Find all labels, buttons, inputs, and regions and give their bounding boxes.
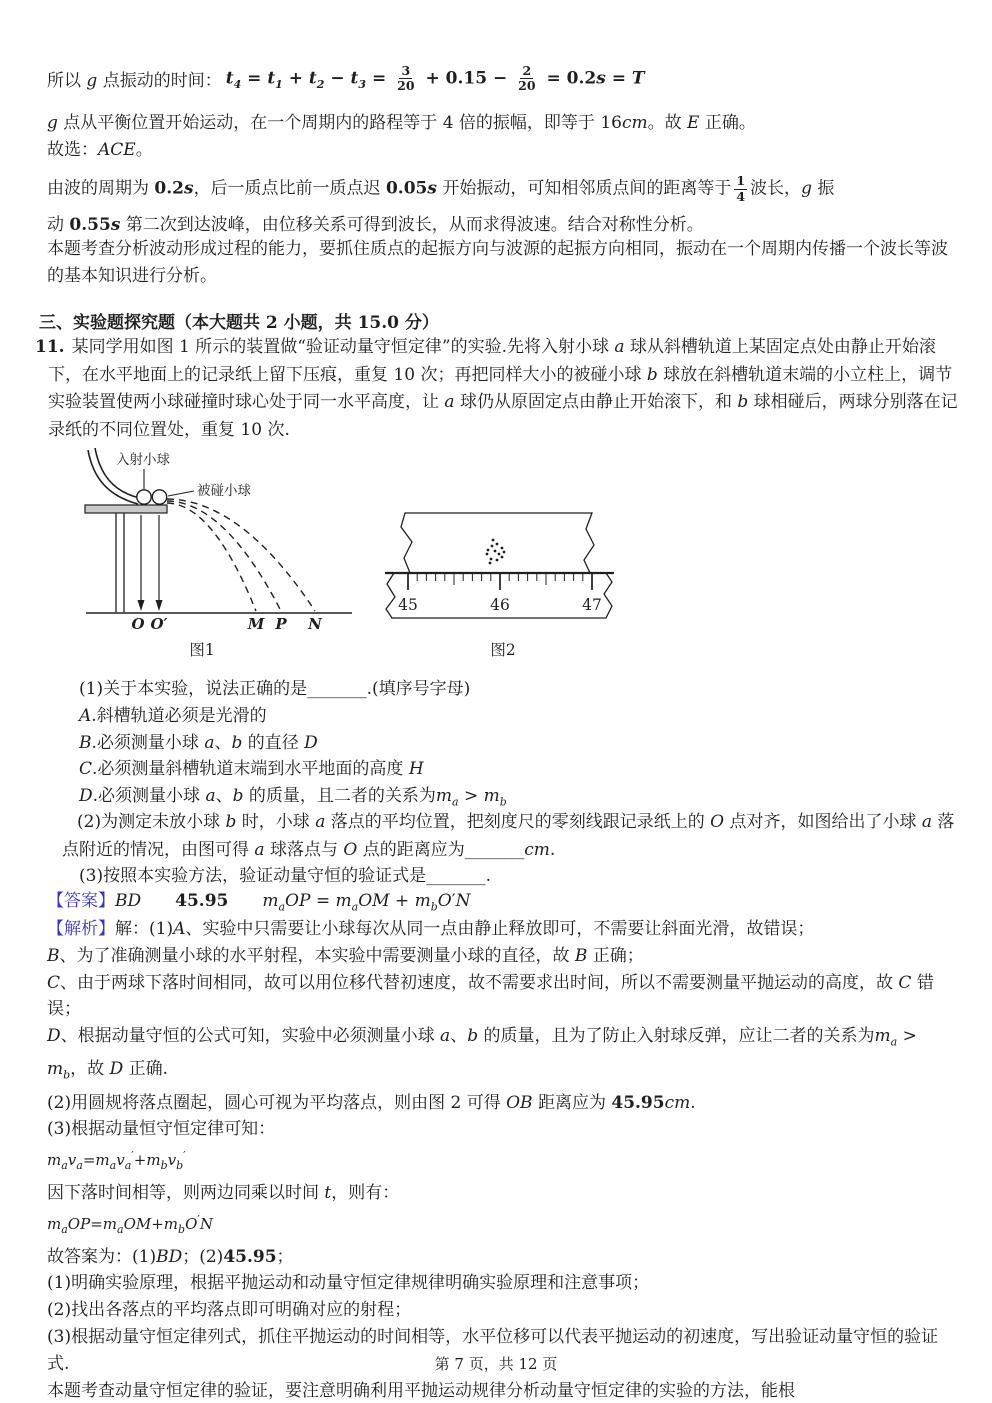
wave-period-text: 由波的周期为 0.2s，后一质点比前一质点迟 0.05s 开始振动，可知相邻质点间的距离等于 $\frac{1}{4}$ 波长，g 振	[47, 173, 835, 204]
momentum-equation: $m_av_a=m_av_a'+m_bv_b'$	[47, 1149, 186, 1173]
analysis-paragraph: 本题考查动量守恒定律的验证，要注意明确利用平抛运动规律分析动量守恒定律的实验的方法，能根	[47, 1380, 795, 1401]
table-leg	[116, 513, 124, 612]
chosen-answer-line: 故选：ACE。	[47, 140, 153, 160]
problem-number: 11.	[35, 337, 65, 357]
analysis-paragraph: 因下落时间相等，则两边同乘以时间 t，则有：	[47, 1182, 400, 1203]
t4-formula: $t_4 = t_1 + t_2 - t_3$ = $\frac{3}{20}$ + 0.15 − $\frac{2}{20}$ = 0.2s = T	[225, 63, 645, 94]
ruler-label-47: 47	[582, 596, 602, 614]
analysis-paragraph: (3)根据动量恒守恒定律可知：	[47, 1119, 276, 1140]
analysis-p0: 解：(1)A、实验中只需要让小球每次从同一点由静止释放即可，不需要让斜面光滑，故错误；	[115, 919, 815, 939]
analysis-paragraph: 故答案为：(1)BD；(2)45.95；	[47, 1246, 294, 1267]
wave-crest-line: 动 0.55s 第二次到达波峰，由位移关系可得到波长，从而求得波速。结合对称性分析。	[47, 215, 704, 235]
analysis-paragraph: (2)用圆规将落点圈起，圆心可视为平均落点，则由图 2 可得 OB 距离应为 45.95cm.	[47, 1092, 696, 1113]
figure2-caption: 图2	[490, 641, 516, 659]
problem-text: 某同学用如图 1 所示的装置做“验证动量守恒定律”的实验.先将入射小球 a 球从斜槽轨道上某固定点处由静止开始滚下，在水平地面上的记录纸上留下压痕，重复 10 次；再把同样大小的被碰小球 b 球放在斜槽轨道末端的小立柱上，调节实验装置使两小球碰撞时球心处于同一水平高度，让 a 球仍从原固定点由静止开始滚下，和 b 球相碰后，两球分别落在记录纸的不同位置处，重复 10 次.	[48, 337, 958, 440]
option-D: D.必须测量小球 a、b 的质量，且二者的关系为$m_a > m_b$	[79, 786, 507, 809]
option-C: C.必须测量斜槽轨道末端到水平地面的高度 H	[79, 759, 424, 779]
incident-ball	[137, 490, 151, 504]
figure-1-apparatus	[80, 446, 372, 664]
struck-ball	[152, 490, 166, 504]
question-1: (1)关于本实验，说法正确的是_______.(填序号字母)	[79, 679, 471, 699]
arrowhead-O	[138, 600, 145, 611]
struck-ball-label: 被碰小球	[197, 483, 251, 499]
question-3: (3)按照本实验方法，验证动量守恒的验证式是_______.	[79, 866, 491, 886]
wave-period-line	[47, 164, 954, 214]
figure1-caption: 图1	[189, 641, 215, 659]
section-header: 三、实验题探究题（本大题共 2 小题，共 15.0 分）	[39, 313, 439, 333]
analysis-paragraph: B、为了准确测量小球的水平射程，本实验中需要测量小球的直径，故 B 正确；	[47, 945, 644, 966]
incident-ball-label: 入射小球	[116, 452, 170, 468]
option-B: B.必须测量小球 a、b 的直径 D	[79, 733, 318, 753]
point-O-label: O	[131, 615, 145, 633]
struck-label-pointer	[168, 491, 194, 496]
wave-time-formula-line	[47, 56, 954, 106]
point-P-label: P	[275, 615, 287, 633]
problem-11	[35, 334, 965, 444]
analysis-block	[47, 916, 952, 1403]
point-O-prime-label: O′	[150, 615, 168, 633]
wave-explanation-line: g 点从平衡位置开始运动，在一个周期内的路程等于 4 倍的振幅，即等于 16cm。故 E 正确。	[47, 113, 756, 133]
analysis-paragraph	[47, 916, 952, 943]
analysis-paragraph: D、根据动量守恒的公式可知，实验中必须测量小球 a、b 的质量，且为了防止入射球反弹，应让二者的关系为$m_a > m_b$，故 D 正确.	[47, 1026, 917, 1082]
point-N-label: N	[308, 615, 322, 633]
page-footer: 第 7 页，共 12 页	[434, 1355, 558, 1373]
analysis-label: 【解析】	[47, 919, 115, 939]
analysis-paragraph: (2)找出各落点的平均落点即可明确对应的射程；	[47, 1300, 412, 1321]
formula-prefix: 所以 g 点振动的时间：	[47, 70, 222, 91]
trajectories	[167, 499, 315, 611]
option-A: A.斜槽轨道必须是光滑的	[79, 706, 267, 726]
wave-closing-paragraph: 本题考查分析波动形成过程的能力，要抓住质点的起振方向与波源的起振方向相同，振动在一个周期内传播一个波长等波的基本知识进行分析。	[47, 239, 948, 286]
answer-content: BD 45.95 $m_aOP = m_aOM + m_bO'N$	[115, 891, 471, 914]
analysis-paragraph: C、由于两球下落时间相同，故可以用位移代替初速度，故不需要求出时间，所以不需要测量平抛运动的高度，故 C 错误；	[47, 972, 934, 1020]
analysis-paragraph: (3)根据动量守恒定律列式，抓住平抛运动的时间相等，水平位移可以代表平抛运动的初速度，写出验证动量守恒的验证式.	[47, 1326, 939, 1374]
ruler-label-45: 45	[398, 596, 418, 614]
arrowhead-O-prime	[156, 600, 163, 611]
point-M-label: M	[247, 615, 265, 633]
table-top	[85, 505, 167, 513]
answer-label: 【答案】	[47, 891, 115, 911]
question-2: (2)为测定未放小球 b 时，小球 a 落点的平均位置，把刻度尺的零刻线跟记录纸上的 O 点对齐，如图给出了小球 a 落点附近的情况，由图可得 a 球落点与 O 点的距离应为_______cm.	[62, 812, 955, 860]
ruler-label-46: 46	[490, 596, 510, 614]
analysis-paragraph: (1)明确实验原理，根据平抛运动和动量守恒定律规律明确实验原理和注意事项；	[47, 1273, 650, 1294]
drop-arrows	[141, 515, 159, 601]
figure-2-ruler	[383, 496, 675, 664]
verification-equation: $m_aOP=m_aOM+m_bO'N$	[47, 1212, 214, 1236]
